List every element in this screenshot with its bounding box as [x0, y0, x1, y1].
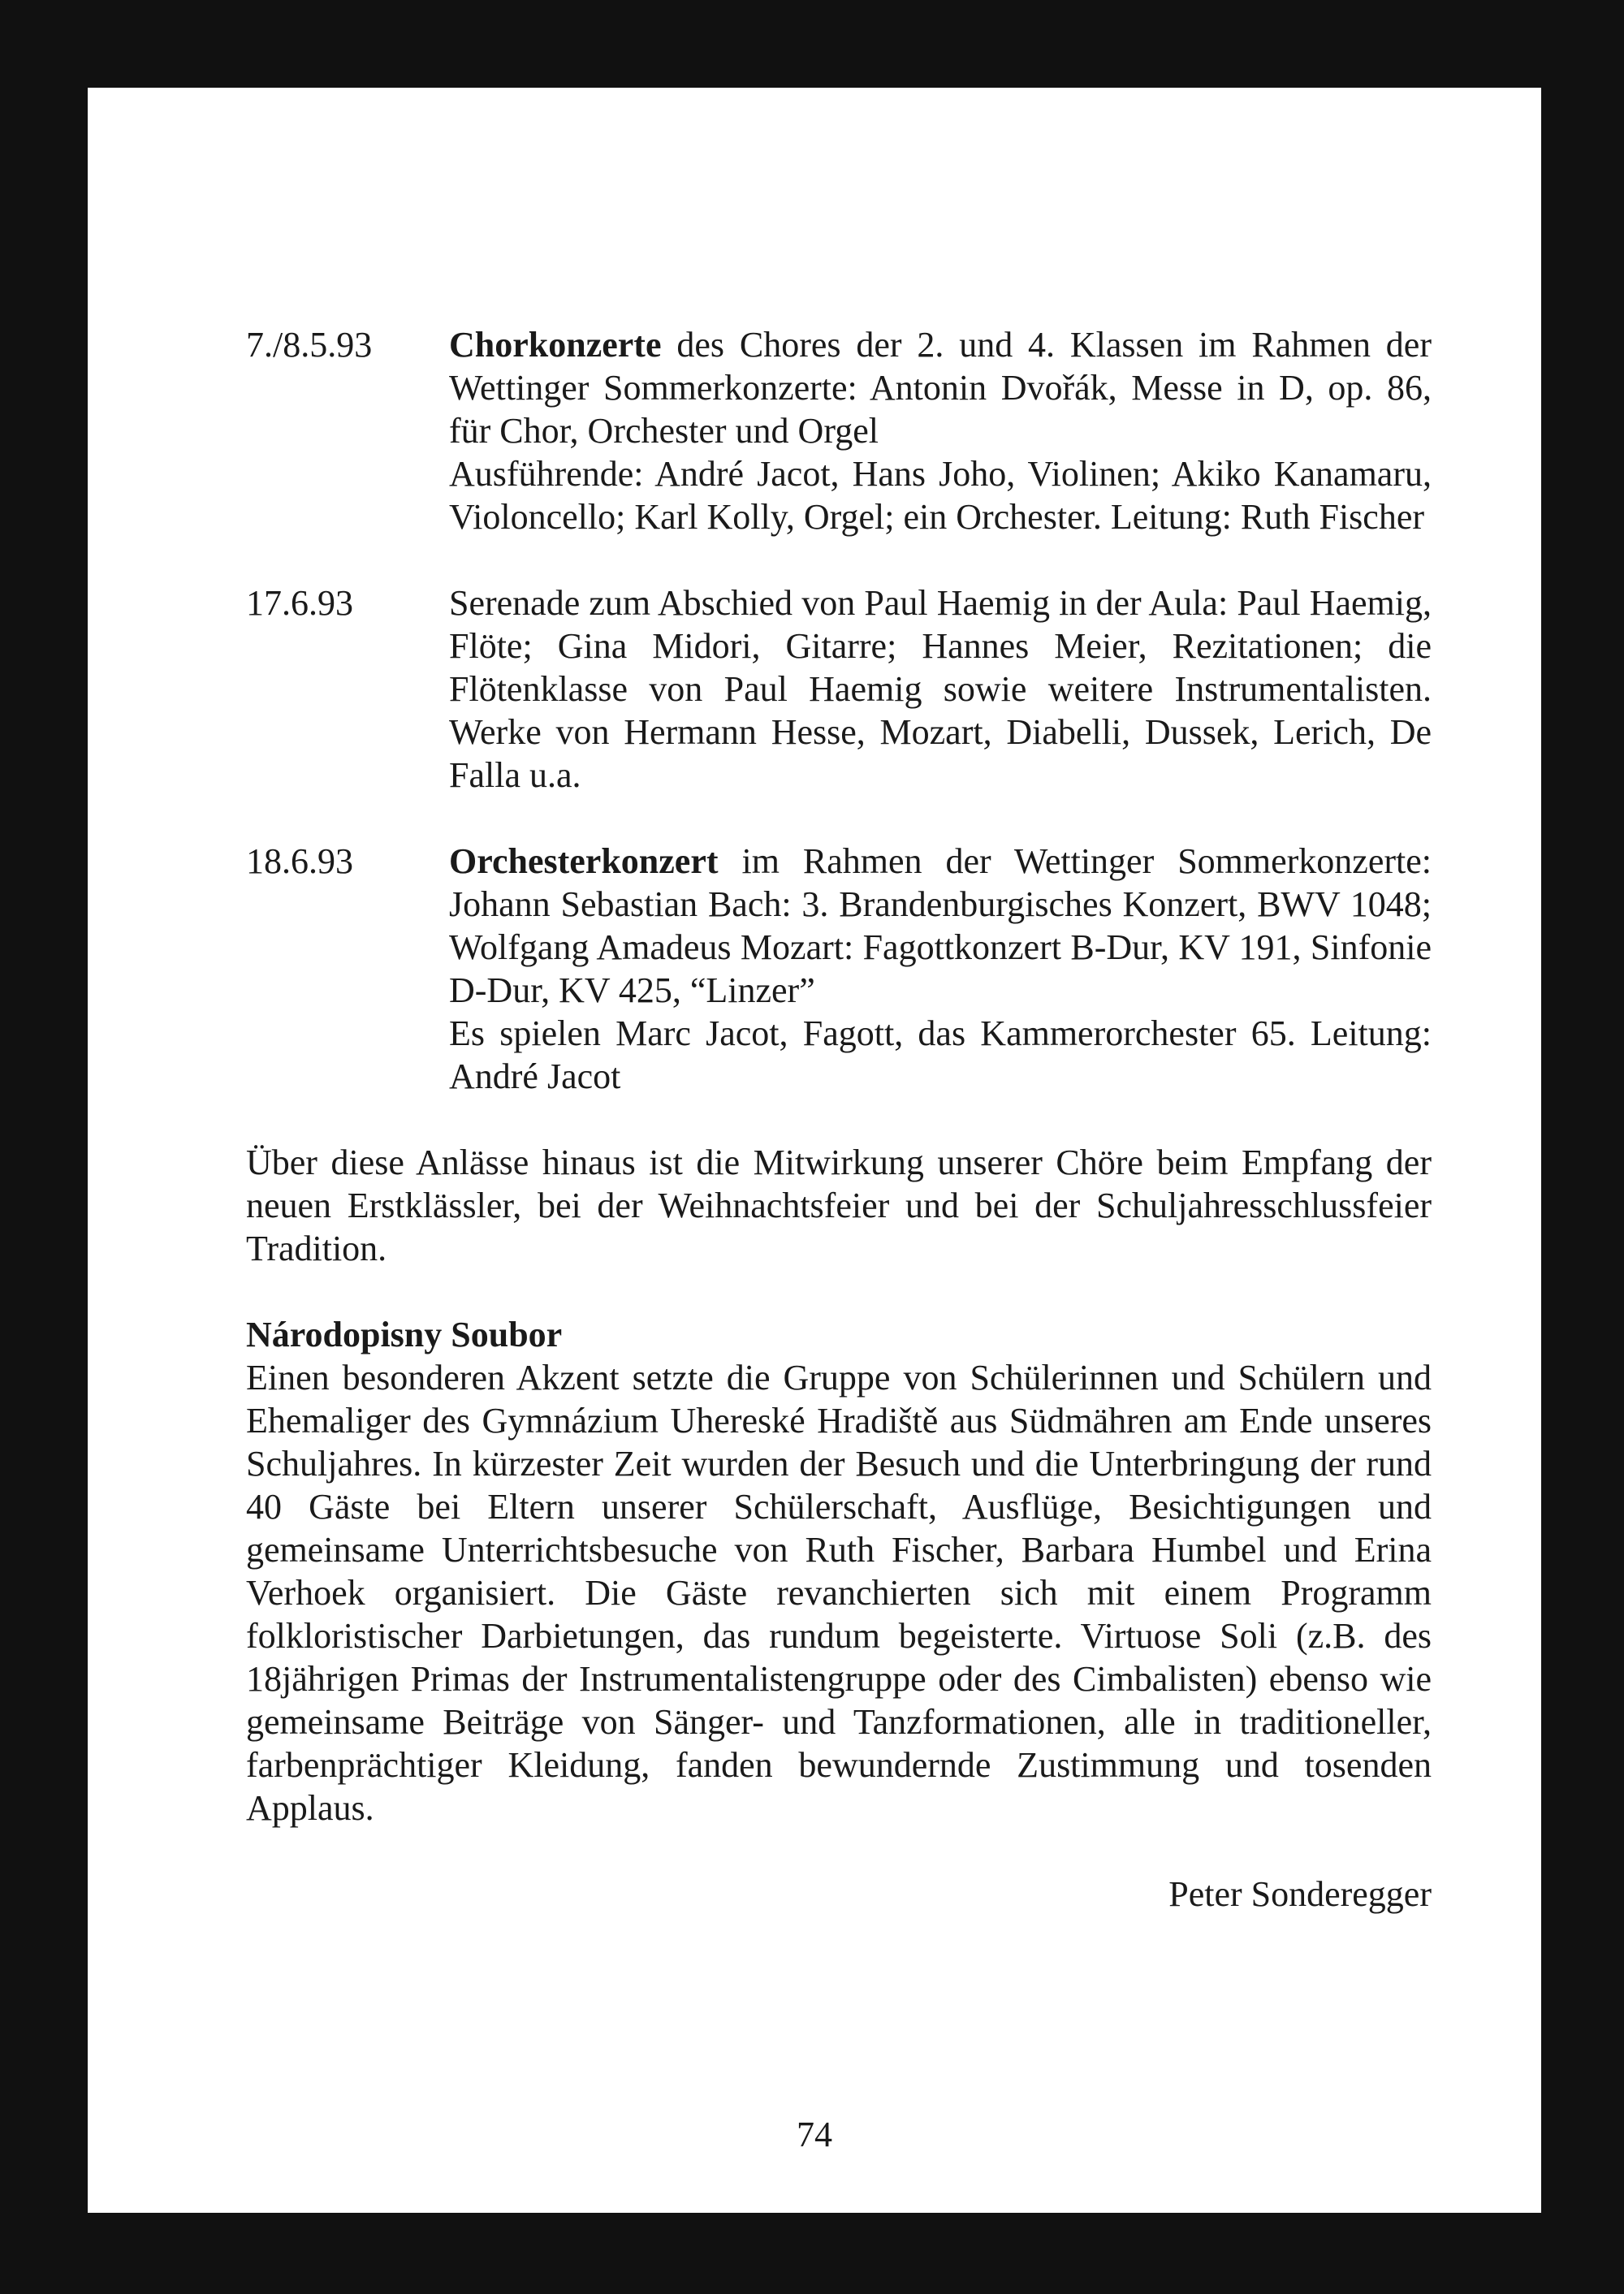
- page-content: [246, 323, 1432, 1951]
- event-title: Orchesterkonzert: [449, 841, 719, 881]
- author-signature: Peter Sonderegger: [1168, 1874, 1432, 1914]
- event-date: 18.6.93: [246, 841, 353, 881]
- event-description: [449, 581, 1432, 797]
- event-performers: Es spielen Marc Jacot, Fagott, das Kammerorchester 65. Leitung: André Jacot: [449, 1013, 1432, 1096]
- event-text: des Chores der 2. und 4. Klassen im Rahmen der Wettinger Sommerkonzerte: Antonin Dvořák, Messe in D, op. 86, für Chor, Orchester und Orgel: [449, 325, 1432, 451]
- event-text: im Rahmen der Wettinger Sommerkonzerte: Johann Sebastian Bach: 3. Brandenburgisches Konzert, BWV 1048; Wolfgang Amadeus Mozart: Fagottkonzert B-Dur, KV 191, Sinfonie D-Dur, KV 425, “Linzer”: [449, 841, 1432, 1010]
- section-body: Einen besonderen Akzent setzte die Gruppe von Schülerinnen und Schülern und Ehemaliger des Gymnázium Uhereské Hradiště aus Südmähren am Ende unseres Schuljahres. In kürzester Zeit wurden der Besuch und die Unterbringung der rund 40 Gäste bei Eltern unserer Schülerschaft, Ausflüge, Besichtigungen und gemeinsame Unterrichtsbesuche von Ruth Fischer, Barbara Humbel und Erina Verhoek organisiert. Die Gäste revanchierten sich mit einem Programm folkloristischer Darbietungen, das rundum begeisterte. Virtuose Soli (z.B. des 18jährigen Primas der Instrumentalistengruppe oder des Cimbalisten) ebenso wie gemeinsame Beiträge von Sänger- und Tanzformationen, alle in traditioneller, farbenprächtiger Kleidung, fanden bewundernde Zustimmung und tosenden Applaus.: [246, 1358, 1432, 1828]
- event-entry: [246, 581, 1432, 797]
- event-text: Serenade zum Abschied von Paul Haemig in der Aula: Paul Haemig, Flöte; Gina Midori, Gitarre; Hannes Meier, Rezitationen; die Flötenklasse von Paul Haemig sowie weitere Instrumentalisten. Werke von Hermann Hesse, Mozart, Diabelli, Dussek, Lerich, De Falla u.a.: [449, 583, 1432, 795]
- event-entry: [246, 840, 1432, 1098]
- document-page: [88, 88, 1541, 2213]
- section-heading: Národopisny Soubor: [246, 1315, 563, 1354]
- event-entry: [246, 323, 1432, 538]
- event-title: Chorkonzerte: [449, 325, 662, 365]
- event-description: [449, 840, 1432, 1012]
- page-number: 74: [797, 2115, 832, 2154]
- event-description: [449, 323, 1432, 452]
- event-performers: Ausführende: André Jacot, Hans Joho, Violinen; Akiko Kanamaru, Violoncello; Karl Kolly, Orgel; ein Orchester. Leitung: Ruth Fischer: [449, 454, 1432, 537]
- summary-paragraph: Über diese Anlässe hinaus ist die Mitwirkung unserer Chöre beim Empfang der neuen Erstklässler, bei der Weihnachtsfeier und bei der Schuljahresschlussfeier Tradition.: [246, 1143, 1432, 1268]
- event-date: 7./8.5.93: [246, 325, 373, 365]
- event-date: 17.6.93: [246, 583, 353, 623]
